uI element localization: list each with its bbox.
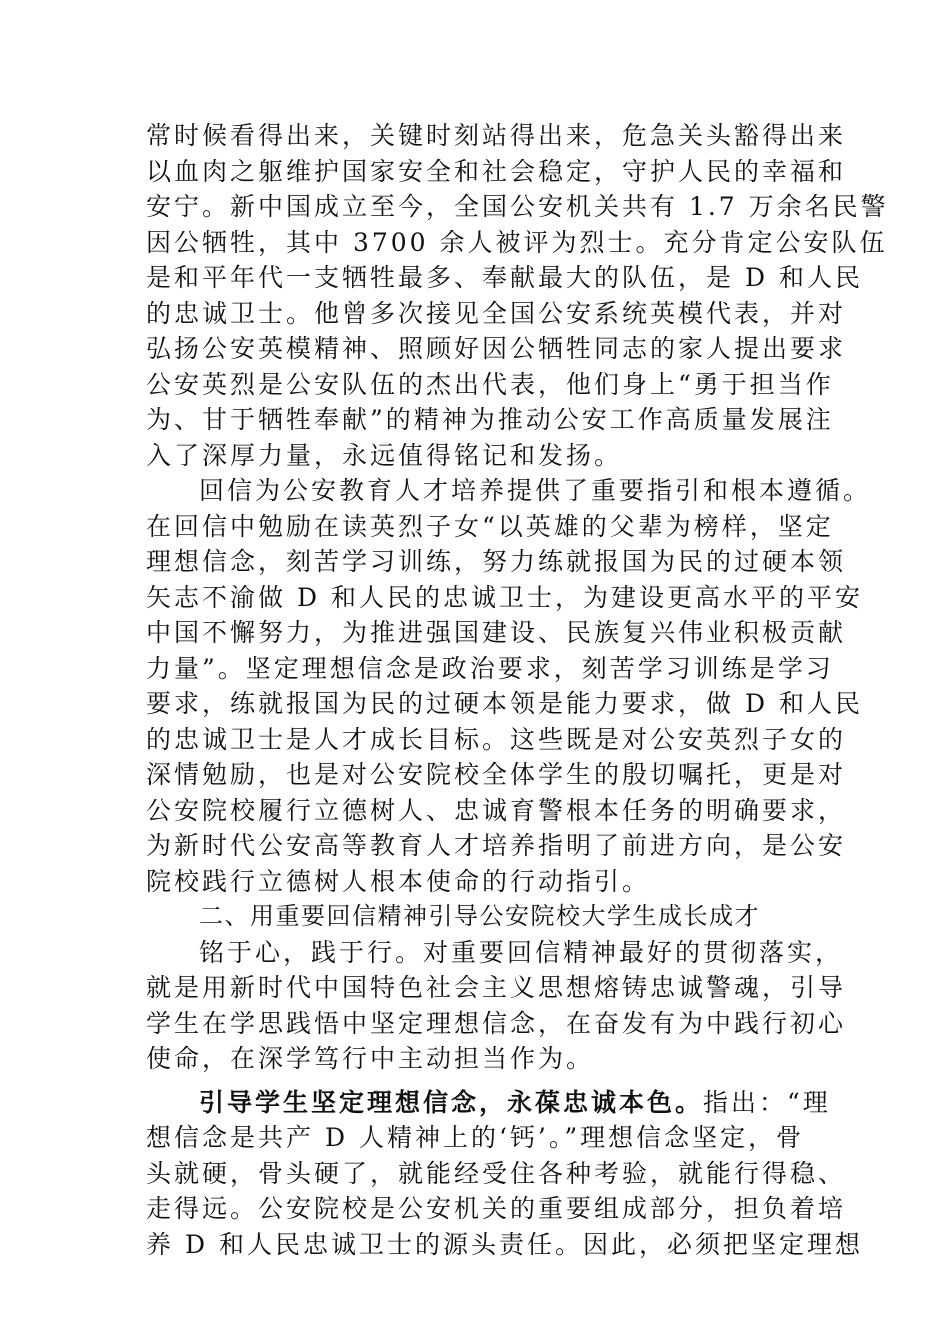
text-line: 使命，在深学笃行中主动担当作为。	[146, 1044, 595, 1073]
section-heading: 二、用重要回信精神引导公安院校大学生成长成才	[199, 902, 760, 930]
text-line: 力量”。坚定理想信念是政治要求，刻苦学习训练是学习	[146, 653, 834, 683]
text-line: 安宁。新中国成立至今，全国公安机关共有 1.7 万余名民警	[146, 192, 889, 221]
paragraph-gap	[146, 1077, 826, 1085]
text-line: 的忠诚卫士。他曾多次接见全国公安系统英模代表，并对	[146, 298, 847, 328]
text-line: 常时候看得出来，关键时刻站得出来，危急关头豁得出来	[146, 121, 847, 150]
text-line: 走得远。公安院校是公安机关的重要组成部分，担负着培	[146, 1194, 847, 1223]
text-line: 就是用新时代中国特色社会主义思想熔铸忠诚警魂，引导	[146, 973, 847, 1002]
text-line: 为、甘于牺牲奉献”的精神为推动公安工作高质量发展注	[146, 405, 834, 434]
text-line: 要求，练就报国为民的过硬本领是能力要求，做 D 和人民	[146, 689, 863, 718]
text-run: 指出：“理	[703, 1087, 831, 1117]
text-line: 养 D 和人民忠诚卫士的源头责任。因此，必须把坚定理想	[146, 1229, 863, 1259]
text-line: 矢志不渝做 D 和人民的忠诚卫士，为建设更高水平的平安	[146, 582, 863, 612]
text-line: 公安院校履行立德树人、忠诚育警根本任务的明确要求，	[146, 795, 847, 825]
text-line: 院校践行立德树人根本使命的行动指引。	[146, 866, 651, 896]
text-line: 入了深厚力量，永远值得铭记和发扬。	[146, 440, 623, 470]
text-line: 公安英烈是公安队伍的杰出代表，他们身上“勇于担当作	[146, 369, 834, 399]
text-line: 是和平年代一支牺牲最多、奉献最大的队伍，是 D 和人民	[146, 263, 863, 292]
paragraph-start-line	[146, 1085, 831, 1121]
document-body	[146, 118, 889, 1262]
text-line: 的忠诚卫士是人才成长目标。这些既是对公安英烈子女的	[146, 724, 847, 754]
text-line: 理想信念，刻苦学习训练，努力练就报国为民的过硬本领	[146, 547, 847, 576]
text-line: 学生在学思践悟中坚定理想信念，在奋发有为中践行初心	[146, 1008, 847, 1038]
text-line: 因公牺牲，其中 3700 余人被评为烈士。充分肯定公安队伍	[146, 227, 888, 257]
bold-lead-sentence: 引导学生坚定理想信念，永葆忠诚本色。	[199, 1087, 704, 1117]
text-line: 深情勉励，也是对公安院校全体学生的殷切嘱托，更是对	[146, 760, 847, 789]
paragraph-start-line: 回信为公安教育人才培养提供了重要指引和根本遵循。	[199, 476, 872, 505]
text-line: 头就硬，骨头硬了，就能经受住各种考验，就能行得稳、	[146, 1158, 847, 1188]
text-line: 中国不懈努力，为推进强国建设、民族复兴伟业积极贡献	[146, 618, 847, 647]
text-line: 为新时代公安高等教育人才培养指明了前进方向，是公安	[146, 831, 847, 860]
text-line: 在回信中勉励在读英烈子女“以英雄的父辈为榜样，坚定	[146, 511, 834, 541]
paragraph-start-line: 铭于心，践于行。对重要回信精神最好的贯彻落实，	[199, 937, 844, 967]
text-line: 想信念是共产 D 人精神上的‘钙’。”理想信念坚定，骨	[146, 1123, 805, 1152]
text-line: 以血肉之躯维护国家安全和社会稳定，守护人民的幸福和	[146, 156, 847, 186]
text-line: 弘扬公安英模精神、照顾好因公牺牲同志的家人提出要求	[146, 334, 847, 363]
